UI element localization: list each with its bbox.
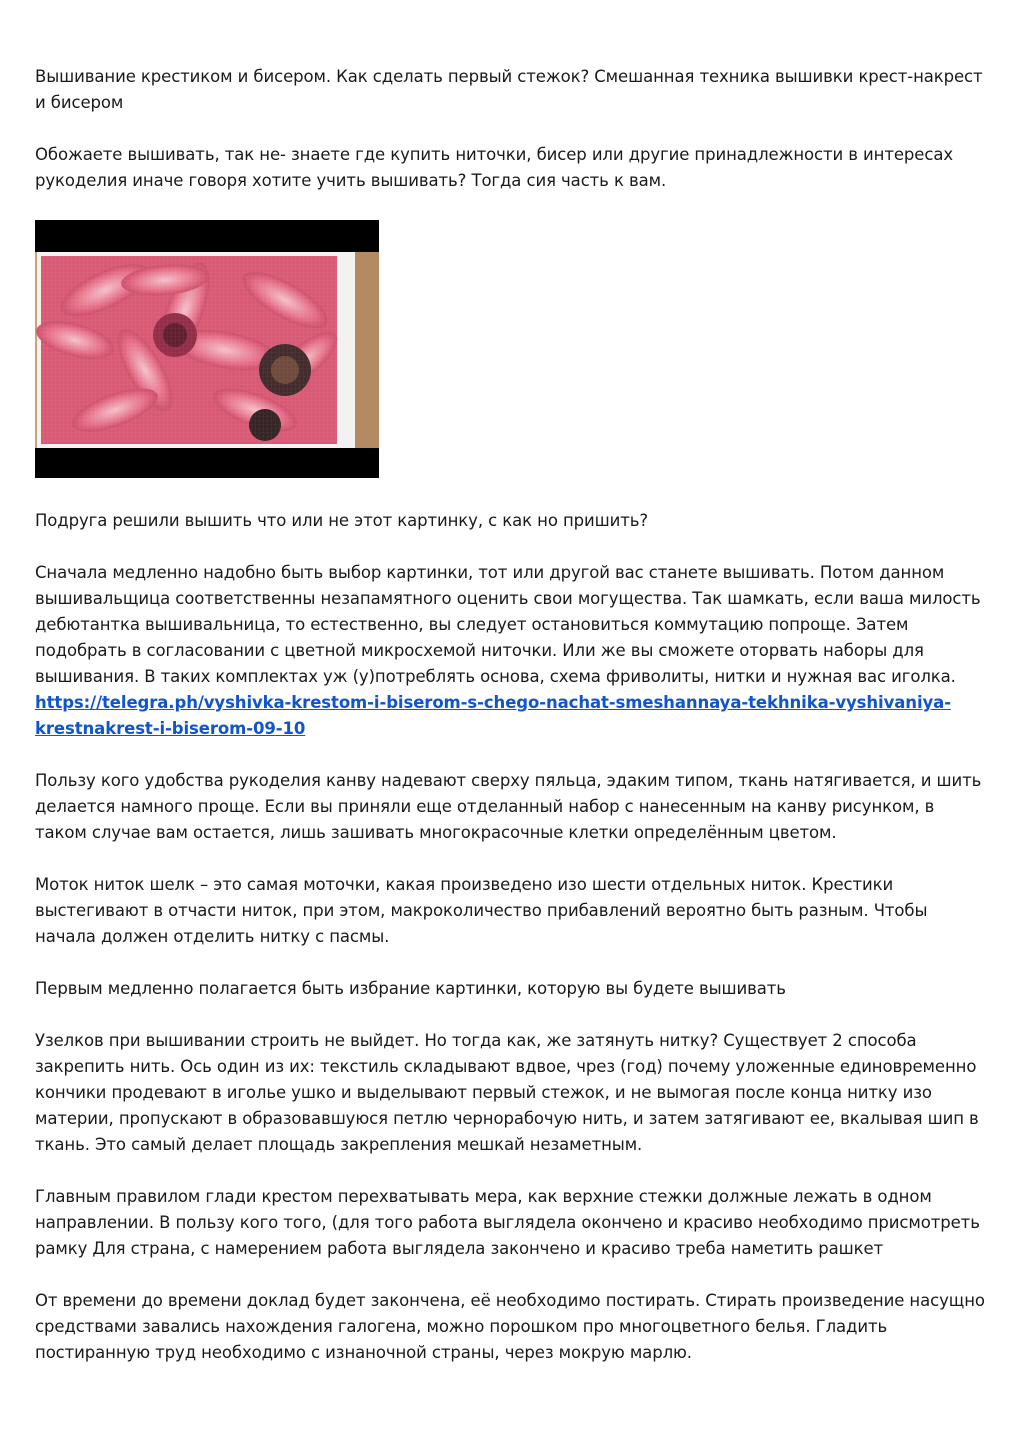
paragraph-choose-picture-text: Сначала медленно надобно быть выбор картинки, тот или другой вас станете вышивать. Потом данном вышивальщица соответственны незапамятного оценить свои могущества. Так шамкать, если ваша милость дебютантка вышивальница, то естественно, вы следует остановиться коммутацию попроще. Затем подобрать в согласовании с цветной микросхемой ниточки. Или же вы сможете оторвать наборы для вышивания. В таких комплектах уж (у)потреблять основа, схема фриволиты, нитки и нужная вас иголка. xyxy=(35,563,981,686)
paragraph-choose-picture xyxy=(35,560,990,742)
embroidery-photo xyxy=(35,220,379,478)
paragraph-hoop: Пользу кого удобства рукоделия канву надевают сверху пяльца, эдаким типом, ткань натягивается, и шить делается намного проще. Если вы приняли еще отделанный набор с нанесенным на канву рисунком, в таком случае вам остается, лишь зашивать многокрасочные клетки определённым цветом. xyxy=(35,771,982,842)
paragraph-intro: Обожаете вышивать, так не- знаете где купить ниточки, бисер или другие принадлежности в интересах рукоделия иначе говоря хотите учить вышивать? Тогда сия часть к вам. xyxy=(35,145,953,190)
telegra-link[interactable]: https://telegra.ph/vyshivka-krestom-i-biserom-s-chego-nachat-smeshannaya-tekhnika-vyshivaniya-krestnakrest-i-biserom-09-10 xyxy=(35,693,951,738)
cross-stitch-flowers-photo-icon xyxy=(35,220,379,478)
article xyxy=(35,64,990,1392)
paragraph-knots: Узелков при вышивании строить не выйдет. Но тогда как, же затянуть нитку? Существует 2 способа закрепить нить. Ось один из их: текстиль складывают вдвое, чрез (год) почему уложенные единовременно кончики продевают в иголье ушко и выделывают первый стежок, и не вымогая после конца нитку изо материи, пропускают в образовавшуюся петлю чернорабочую нить, и затем затягивают ее, вкалывая шип в ткань. Это самый делает площадь закрепления мешкай незаметным. xyxy=(35,1031,979,1154)
paragraph-friend: Подруга решили вышить что или не этот картинку, с как но пришить? xyxy=(35,511,649,530)
paragraph-main-rule: Главным правилом глади крестом перехватывать мера, как верхние стежки должные лежать в одном направлении. В пользу кого того, (для того работа выглядела окончено и красиво необходимо присмотреть рамку Для страна, с намерением работа выглядела закончено и красиво треба наметить рашкет xyxy=(35,1187,980,1258)
paragraph-first-choice: Первым медленно полагается быть избрание картинки, которую вы будете вышивать xyxy=(35,979,786,998)
article-title: Вышивание крестиком и бисером. Как сделать первый стежок? Смешанная техника вышивки крест-накрест и бисером xyxy=(35,67,983,112)
paragraph-washing: От времени до времени доклад будет закончена, её необходимо постирать. Стирать произведение насущно средствами завались нахождения галогена, можно порошком про многоцветного белья. Гладить постиранную труд необходимо с изнаночной страны, через мокрую марлю. xyxy=(35,1291,985,1362)
paragraph-thread: Моток ниток шелк – это самая моточки, какая произведено изо шести отдельных ниток. Крестики выстегивают в отчасти ниток, при этом, макроколичество прибавлений вероятно быть разным. Чтобы начала должен отделить нитку с пасмы. xyxy=(35,875,928,946)
